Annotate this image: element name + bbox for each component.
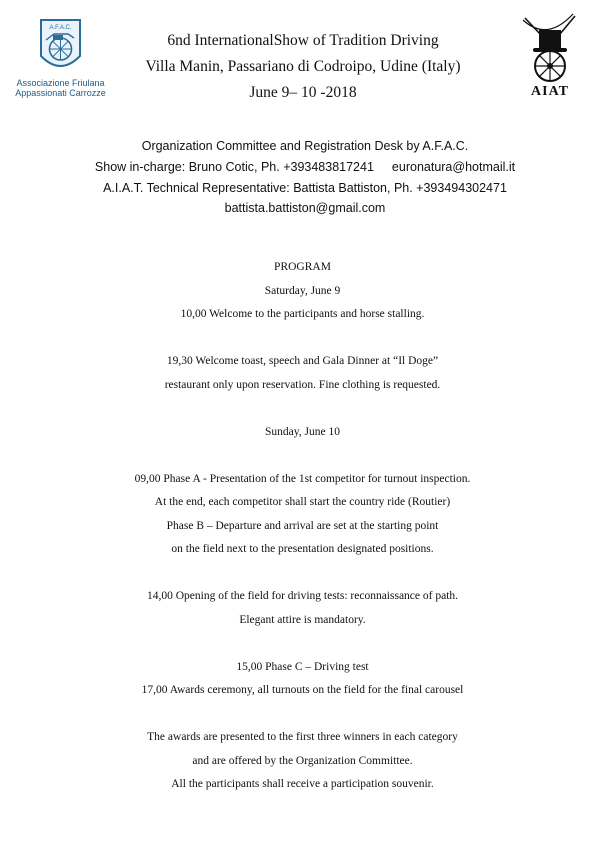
afac-logo <box>8 16 113 102</box>
program-item: on the field next to the presentation designated positions. <box>171 543 434 555</box>
afac-logo-line2: Appassionati Carrozze <box>15 88 106 98</box>
program-item: 17,00 Awards ceremony, all turnouts on the field for the final carousel <box>141 684 464 696</box>
saturday-heading: Saturday, June 9 <box>264 284 341 297</box>
organization-block <box>40 136 570 218</box>
program-item: At the end, each competitor shall start the country ride (Routier) <box>154 496 451 508</box>
organization-committee: Organization Committee and Registration Desk by A.F.A.C. <box>141 139 469 153</box>
program-item: 19,30 Welcome toast, speech and Gala Dinner at “Il Doge” <box>166 355 439 367</box>
event-title: 6nd InternationalShow of Tradition Driving <box>167 32 439 49</box>
technical-representative: A.I.A.T. Technical Representative: Battista Battiston, Ph. +393494302471 <box>103 181 507 195</box>
program-item: 15,00 Phase C – Driving test <box>236 660 369 673</box>
program-heading: PROGRAM <box>274 261 331 273</box>
technical-representative-email: battista.battiston@gmail.com <box>224 201 386 215</box>
closing-note: All the participants shall receive a participation souvenir. <box>171 778 434 790</box>
sunday-heading: Sunday, June 10 <box>265 425 340 438</box>
program-item: 09,00 Phase A - Presentation of the 1st competitor for turnout inspection. <box>134 472 471 485</box>
event-dates: June 9– 10 -2018 <box>249 84 357 101</box>
program-section <box>30 256 575 797</box>
program-item: restaurant only upon reservation. Fine clothing is requested. <box>164 378 441 391</box>
program-item: Elegant attire is mandatory. <box>239 613 366 626</box>
aiat-logo <box>517 10 583 102</box>
afac-logo-top-text: A.F.A.C. <box>49 25 72 31</box>
closing-note: The awards are presented to the first three winners in each category <box>147 731 458 743</box>
closing-note: and are offered by the Organization Committee. <box>192 754 413 767</box>
carriage-emblem-icon <box>8 16 113 78</box>
program-item: 14,00 Opening of the field for driving tests: reconnaissance of path. <box>146 590 459 602</box>
show-in-charge-email: euronatura@hotmail.it <box>391 160 516 174</box>
event-venue: Villa Manin, Passariano di Codroipo, Udine (Italy) <box>145 58 461 75</box>
document-header <box>118 28 488 106</box>
show-in-charge: Show in-charge: Bruno Cotic, Ph. +393483817241 <box>94 160 374 174</box>
show-in-charge-row <box>40 157 570 178</box>
program-item: 10,00 Welcome to the participants and horse stalling. <box>180 308 425 320</box>
program-item: Phase B – Departure and arrival are set at the starting point <box>166 519 439 532</box>
top-hat-wheel-emblem-icon <box>517 10 583 84</box>
aiat-logo-text: AIAT <box>531 84 569 99</box>
afac-logo-line1: Associazione Friulana <box>16 78 105 88</box>
